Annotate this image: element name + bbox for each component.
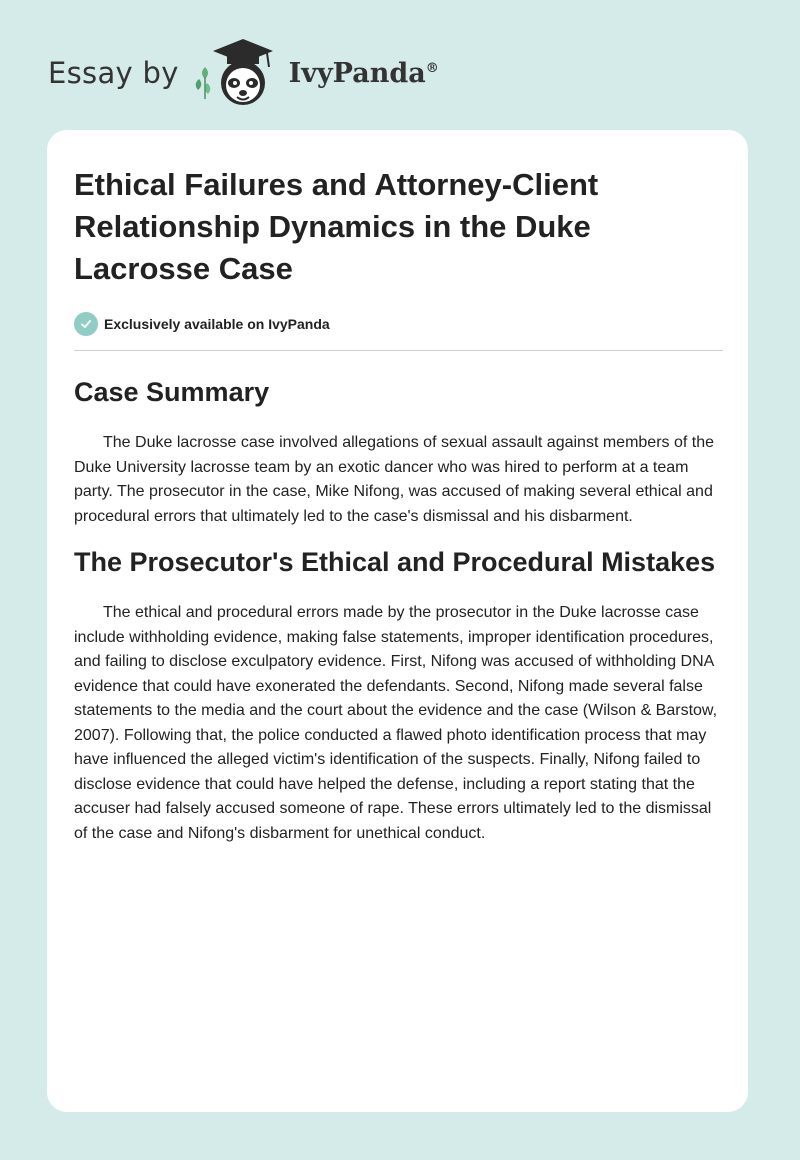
badge-label: Exclusively available on IvyPanda	[104, 316, 330, 332]
registered-mark: ®	[425, 60, 439, 76]
section-paragraph: The ethical and procedural errors made by the prosecutor in the Duke lacrosse case include withholding evidence, making false statements, improper identification procedures, and failing to disclose exculpatory evidence. First, Nifong was accused of withholding DNA evidence that could have exonerated the defendants. Second, Nifong made several false statements to the media and the court about the evidence and the case (Wilson & Barstow, 2007). Following that, the police conducted a flawed photo identification process that may have influenced the alleged victim's identification of the suspects. Finally, Nifong failed to disclose evidence that could have helped the defense, including a report stating that the accuser had falsely accused someone of rape. These errors ultimately led to the dismissal of the case and Nifong's disbarment for unethical conduct.	[74, 604, 718, 842]
section-paragraph: The Duke lacrosse case involved allegations of sexual assault against members of the Duke University lacrosse team by an exotic dancer who was hired to perform at a team party. The prosecutor in the case, Mike Nifong, was accused of making several ethical and procedural errors that ultimately led to the case's dismissal and his disbarment.	[74, 434, 714, 525]
brand-name-text: IvyPanda	[288, 57, 426, 89]
section-heading: Case Summary	[74, 377, 270, 407]
brand-name	[289, 58, 439, 89]
article-title: Ethical Failures and Attorney-Client Relationship Dynamics in the Duke Lacrosse Case	[74, 167, 599, 286]
panda-logo-icon	[193, 37, 285, 109]
article-card	[47, 130, 748, 1112]
exclusive-badge	[74, 312, 723, 336]
divider	[74, 350, 723, 351]
brand-prefix: Essay by	[48, 56, 179, 90]
brand-header[interactable]	[48, 38, 439, 108]
check-icon	[74, 312, 98, 336]
section-heading: The Prosecutor's Ethical and Procedural Mistakes	[74, 547, 716, 577]
